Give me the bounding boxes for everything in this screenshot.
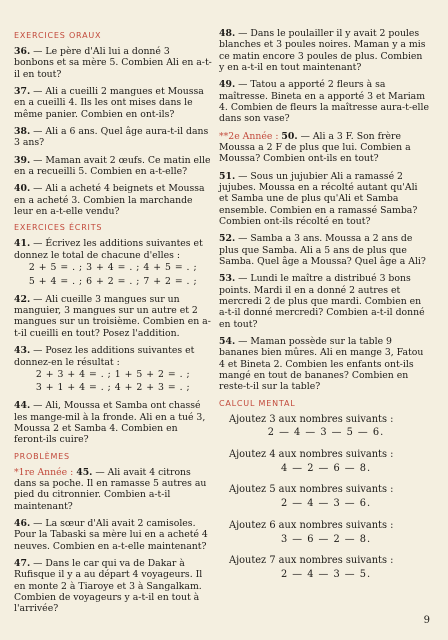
left-column	[14, 28, 212, 621]
page-number: 9	[423, 615, 430, 626]
problem-text: — Ali a 3 F. Son frère Moussa a 2 F de plus que lui. Combien a Moussa? Combien ont-ils en tout?	[219, 130, 411, 165]
problem-48	[219, 28, 429, 73]
problem-number: 46.	[14, 517, 31, 529]
exercise-37	[14, 86, 212, 120]
addition-line: 5 + 4 = . ; 6 + 2 = . ; 7 + 2 = . ;	[28, 275, 198, 287]
exercise-number: 38.	[14, 125, 31, 137]
right-column	[219, 28, 429, 591]
exercise-number: 36.	[14, 46, 31, 57]
calcul-item	[223, 520, 429, 547]
exercise-44	[14, 400, 212, 445]
calcul-instruction: Ajoutez 3 aux nombres suivants :	[229, 413, 394, 425]
exercise-text: — Maman avait 2 œufs. Ce matin elle en a recueilli 5. Combien en a-t-elle?	[14, 154, 211, 177]
section-heading-calcul: CALCUL MENTAL	[219, 398, 296, 408]
calcul-instruction: Ajoutez 4 aux nombres suivants :	[229, 448, 394, 460]
exercise-42	[14, 294, 212, 339]
section-heading-ecrits: EXERCICES ÉCRITS	[14, 223, 103, 233]
problem-46	[14, 518, 212, 552]
problem-number: 45.	[76, 466, 93, 478]
exercise-number: 37.	[14, 85, 31, 97]
calcul-numbers: 3 — 6 — 2 — 8.	[280, 533, 372, 545]
calcul-item	[223, 484, 429, 511]
problem-text: — Ali avait 4 citrons dans sa poche. Il en ramasse 5 autres au pied du citronnier. Combien a-t-il maintenant?	[14, 466, 207, 512]
exercise-text: — Ali a cueilli 2 mangues et Moussa en a cueilli 4. Ils les ont mises dans le même panier. Combien en ont-ils?	[14, 85, 204, 120]
calcul-item	[223, 414, 429, 441]
problem-number: 50.	[281, 130, 298, 142]
problem-47	[14, 558, 212, 615]
exercise-number: 44.	[14, 400, 31, 412]
problem-50	[219, 131, 429, 165]
problem-number: 48.	[219, 28, 236, 39]
section-heading-problemes: PROBLÈMES	[14, 451, 70, 461]
problem-number: 52.	[219, 233, 236, 245]
problem-51	[219, 171, 429, 228]
level-label: *1re Année :	[14, 466, 74, 478]
exercise-text: — Posez les additions suivantes et donnez-en le résultat :	[14, 344, 195, 368]
problem-text: — Maman possède sur la table 9 bananes bien mûres. Ali en mange 3, Fatou 4 et Bineta 2. Combien les enfants ont-ils mangé en tout de bananes? Combien en reste-t-il sur la table?	[219, 335, 424, 393]
problem-54	[219, 336, 429, 393]
calcul-numbers: 2 — 4 — 3 — 5 — 6.	[267, 427, 385, 439]
exercise-36	[14, 46, 212, 80]
problem-number: 47.	[14, 557, 31, 569]
problem-text: — Sous un jujubier Ali a ramassé 2 jujubes. Moussa en a récolté autant qu'Ali et Samba une de plus qu'Ali et Samba ensemble. Combien en a ramassé Samba? Combien ont-ils récolté en tout?	[219, 170, 418, 227]
problem-text: — Dans le poulailler il y avait 2 poules blanches et 3 poules noires. Maman y a mis ce matin encore 3 poules de plus. Combien y en a-t-il en tout maintenant?	[219, 28, 426, 73]
problem-number: 53.	[219, 273, 236, 285]
exercise-text: — Le père d'Ali lui a donné 3 bonbons et sa mère 5. Combien Ali en a-t-il en tout?	[14, 46, 212, 80]
exercise-text: — Ali a 6 ans. Quel âge aura-t-il dans 3 ans?	[14, 125, 209, 149]
section-heading-oral: EXERCICES ORAUX	[14, 31, 102, 40]
problem-number: 49.	[219, 79, 236, 91]
problem-53	[219, 273, 429, 330]
exercise-41	[14, 238, 212, 287]
exercise-40	[14, 183, 212, 217]
calcul-numbers: 2 — 4 — 3 — 6.	[280, 498, 372, 510]
calcul-instruction: Ajoutez 7 aux nombres suivants :	[229, 555, 394, 567]
problem-number: 54.	[219, 335, 236, 347]
problem-text: — La sœur d'Ali avait 2 camisoles. Pour la Tabaski sa mère lui en a acheté 4 neuves. Combien en a-t-elle maintenant?	[14, 517, 208, 552]
exercise-number: 39.	[14, 154, 31, 166]
problem-text: — Samba a 3 ans. Moussa a 2 ans de plus que Samba. Ali a 5 ans de plus que Samba. Quel âge a Moussa? Quel âge a Ali?	[219, 233, 426, 267]
exercise-text: — Ali, Moussa et Samba ont chassé les mange-mil à la fronde. Ali en a tué 3, Moussa 2 et Samba 4. Combien en feront-ils cuire?	[14, 400, 206, 446]
problem-text: — Dans le car qui va de Dakar à Rufisque il y a au départ 4 voyageurs. Il en monte 2 à Tiaroye et 3 à Sangalkam. Combien de voyageurs y a-t-il en tout à l'arrivée?	[14, 557, 203, 615]
calcul-numbers: 2 — 4 — 3 — 5.	[280, 568, 372, 580]
calcul-numbers: 4 — 2 — 6 — 8.	[280, 462, 372, 474]
problem-text: — Lundi le maître a distribué 3 bons points. Mardi il en a donné 2 autres et mercredi 2 de plus que mardi. Combien en a-t-il donné mercredi? Combien a-t-il donné en tout?	[219, 273, 425, 330]
exercise-text: — Écrivez les additions suivantes et donnez le total de chacune d'elles :	[14, 238, 203, 261]
exercise-number: 42.	[14, 293, 31, 305]
calcul-instruction: Ajoutez 5 aux nombres suivants :	[229, 484, 394, 496]
exercise-number: 43.	[14, 344, 31, 356]
addition-line: 3 + 1 + 4 = . ; 4 + 2 + 3 = . ;	[35, 382, 191, 394]
problem-number: 51.	[219, 170, 236, 182]
addition-line: 2 + 5 = . ; 3 + 4 = . ; 4 + 5 = . ;	[28, 262, 198, 274]
exercise-38	[14, 126, 212, 149]
addition-line: 2 + 3 + 4 = . ; 1 + 5 + 2 = . ;	[35, 369, 191, 381]
exercise-number: 41.	[14, 238, 31, 250]
calcul-instruction: Ajoutez 6 aux nombres suivants :	[229, 519, 394, 531]
exercise-43	[14, 345, 212, 394]
calcul-item	[223, 555, 429, 582]
problem-text: — Tatou a apporté 2 fleurs à sa maîtresse. Bineta en a apporté 3 et Mariam 4. Combien de fleurs la maîtresse aura-t-elle dans son vase?	[219, 79, 429, 125]
problem-49	[219, 79, 429, 124]
problem-45	[14, 467, 212, 512]
level-label: **2e Année :	[219, 130, 279, 142]
calcul-item	[223, 449, 429, 476]
exercise-text: — Ali a acheté 4 beignets et Moussa en a acheté 3. Combien la marchande leur en a-t-elle vendu?	[14, 183, 205, 217]
problem-52	[219, 233, 429, 267]
exercise-text: — Ali cueille 3 mangues sur un manguier, 3 mangues sur un autre et 2 mangues sur un troisième. Combien en a-t-il cueilli en tout? Posez l'addition.	[14, 293, 211, 339]
exercise-39	[14, 155, 212, 178]
exercise-number: 40.	[14, 183, 31, 195]
